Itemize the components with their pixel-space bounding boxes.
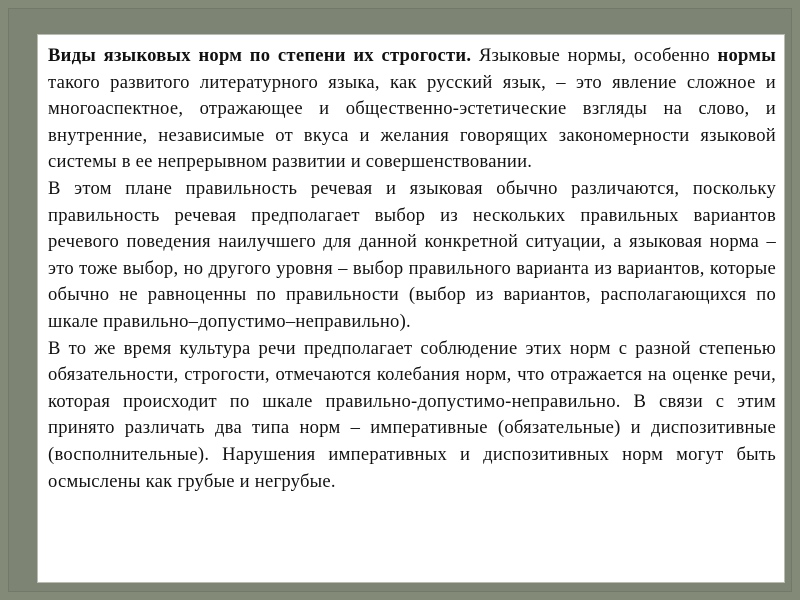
heading: Виды языковых норм по степени их строгости. xyxy=(48,45,472,66)
paragraph-1-intro: Языковые нормы, особенно xyxy=(478,45,710,66)
paragraph-2: В этом плане правильность речевая и языковая обычно различаются, поскольку правильность речевая предполагает выбор из нескольких правильных вариантов речевого поведения наилучшего для данной конкретной ситуации, а языковая норма – это тоже выбор, но другого уровня – выбор правильного варианта из вариантов, которые обычно не равноценны по правильности (выбор из вариантов, располагающихся по шкале правильно–допустимо–неправильно). xyxy=(48,177,776,332)
slide-text-block xyxy=(48,43,776,495)
slide-content-area xyxy=(38,35,784,582)
bold-word: нормы xyxy=(717,45,777,66)
paragraph-3: В то же время культура речи предполагает соблюдение этих норм с разной степенью обязательности, строгости, отмечаются колебания норм, что отражается на оценке речи, которая происходит по шкале правильно-допустимо-неправильно. В связи с этим принято различать два типа норм – императивные (обязательные) и диспозитивные (восполнительные). Нарушения императивных и диспозитивных норм могут быть осмыслены как грубые и негрубые. xyxy=(48,337,776,492)
paragraph-1 xyxy=(48,43,776,176)
slide-frame xyxy=(8,8,792,592)
paragraph-1-text: такого развитого литературного языка, как русский язык, – это явление сложное и многоаспектное, отражающее и общественно-эстетические взгляды на слово, и внутренние, независимые от вкуса и желания говорящих закономерности языковой системы в ее непрерывном развитии и совершенствовании. xyxy=(48,71,776,173)
